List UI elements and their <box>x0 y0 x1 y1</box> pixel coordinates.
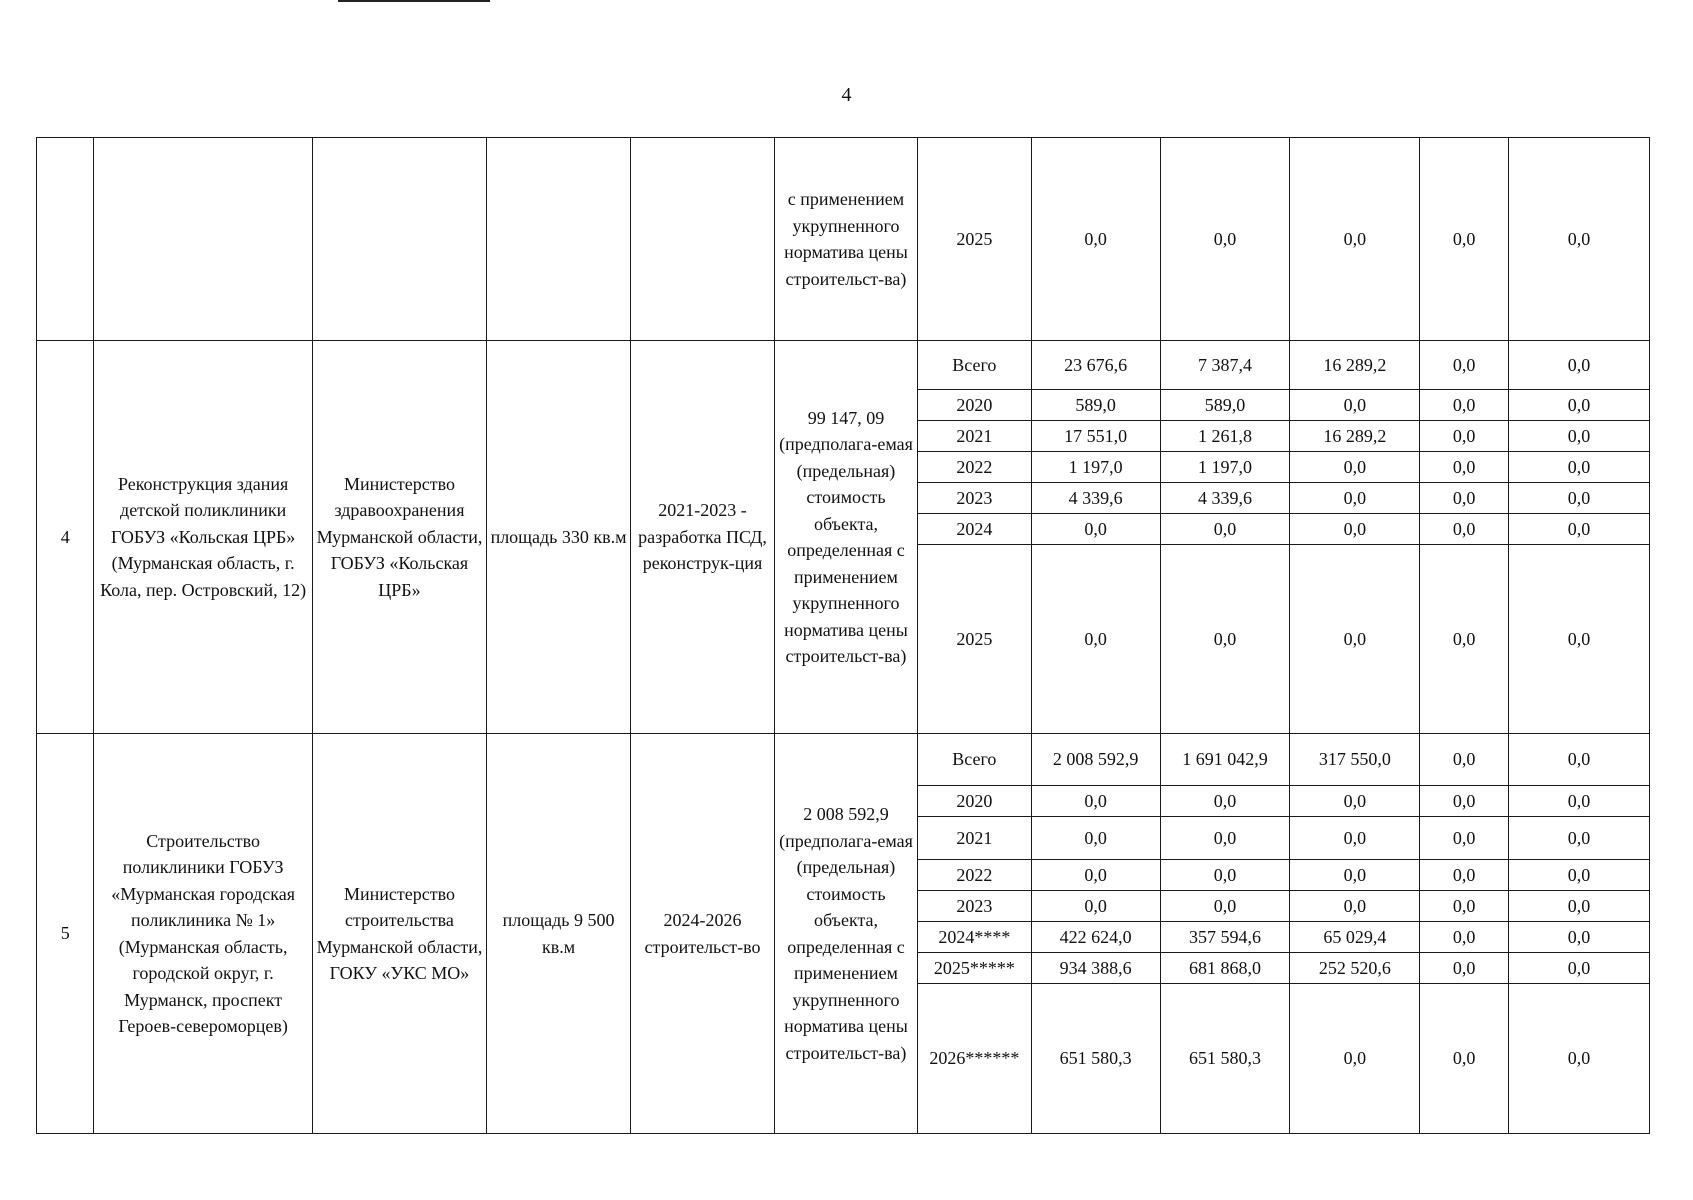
value-cell: 0,0 <box>1160 545 1290 734</box>
value-cell: 651 580,3 <box>1160 984 1290 1134</box>
object-name: Реконструкция здания детской поликлиники ГОБУЗ «Кольская ЦРБ» (Мурманская область, г. Кола, пер. Островский, 12) <box>94 341 312 734</box>
value-cell: 0,0 <box>1508 891 1649 922</box>
value-cell: 0,0 <box>1160 860 1290 891</box>
value-cell: 0,0 <box>1290 545 1420 734</box>
value-cell: 0,0 <box>1031 138 1160 341</box>
continuation-row <box>37 138 1650 341</box>
value-cell: 0,0 <box>1031 786 1160 817</box>
value-cell: 0,0 <box>1508 984 1649 1134</box>
value-cell: 0,0 <box>1420 734 1509 786</box>
value-cell: 0,0 <box>1160 138 1290 341</box>
value-cell: 0,0 <box>1290 390 1420 421</box>
value-cell: 0,0 <box>1031 860 1160 891</box>
value-cell: 0,0 <box>1420 545 1509 734</box>
value-cell: 0,0 <box>1508 514 1649 545</box>
value-cell: 0,0 <box>1160 786 1290 817</box>
value-cell: 0,0 <box>1420 138 1509 341</box>
value-cell: 0,0 <box>1290 984 1420 1134</box>
value-cell: 0,0 <box>1420 786 1509 817</box>
value-cell: 589,0 <box>1160 390 1290 421</box>
value-cell: 0,0 <box>1420 984 1509 1134</box>
value-cell: 0,0 <box>1160 891 1290 922</box>
value-cell: 17 551,0 <box>1031 421 1160 452</box>
value-cell: 4 339,6 <box>1160 483 1290 514</box>
page-number: 4 <box>841 84 852 106</box>
value-cell: 0,0 <box>1420 514 1509 545</box>
value-cell: 0,0 <box>1508 786 1649 817</box>
value-cell: 0,0 <box>1420 390 1509 421</box>
object-name: Строительство поликлиники ГОБУЗ «Мурманская городская поликлиника № 1» (Мурманская область, городской округ, г. Мурманск, проспект Героев-североморцев) <box>94 734 312 1134</box>
year-cell: 2021 <box>917 421 1031 452</box>
value-cell: 0,0 <box>1160 514 1290 545</box>
value-cell: 0,0 <box>1508 483 1649 514</box>
value-cell: 0,0 <box>1420 953 1509 984</box>
object-cost: 2 008 592,9 (предполага-емая (предельная) стоимость объекта, определенная с применением укрупненного норматива цены строительст-ва) <box>775 734 918 1134</box>
year-cell: 2023 <box>917 483 1031 514</box>
year-cell: 2020 <box>917 786 1031 817</box>
value-cell: 1 197,0 <box>1031 452 1160 483</box>
value-cell: 65 029,4 <box>1290 922 1420 953</box>
value-cell: 1 691 042,9 <box>1160 734 1290 786</box>
object-period: 2021-2023 - разработка ПСД, реконструк-ция <box>631 341 775 734</box>
object-customer: Министерство здравоохранения Мурманской области, ГОБУЗ «Кольская ЦРБ» <box>312 341 486 734</box>
value-cell: 0,0 <box>1290 786 1420 817</box>
value-cell: 0,0 <box>1420 817 1509 860</box>
value-cell: 0,0 <box>1508 922 1649 953</box>
table-row <box>37 734 1650 786</box>
cell-empty <box>312 138 486 341</box>
value-cell: 0,0 <box>1290 483 1420 514</box>
value-cell: 0,0 <box>1508 817 1649 860</box>
value-cell: 23 676,6 <box>1031 341 1160 390</box>
object-cost: 99 147, 09 (предполага-емая (предельная) стоимость объекта, определенная с применением укрупненного норматива цены строительст-ва) <box>775 341 918 734</box>
value-cell: 934 388,6 <box>1031 953 1160 984</box>
value-cell: 0,0 <box>1160 817 1290 860</box>
object-capacity: площадь 330 кв.м <box>487 341 631 734</box>
year-cell: 2024**** <box>917 922 1031 953</box>
value-cell: 1 261,8 <box>1160 421 1290 452</box>
value-cell: 0,0 <box>1508 341 1649 390</box>
cell-empty <box>37 138 94 341</box>
value-cell: 0,0 <box>1420 483 1509 514</box>
year-cell: 2024 <box>917 514 1031 545</box>
object-period: 2024-2026 строительст-во <box>631 734 775 1134</box>
year-cell: 2025 <box>917 138 1031 341</box>
value-cell: 0,0 <box>1508 953 1649 984</box>
value-cell: 0,0 <box>1290 817 1420 860</box>
object-customer: Министерство строительства Мурманской области, ГОКУ «УКС МО» <box>312 734 486 1134</box>
year-cell: 2022 <box>917 860 1031 891</box>
value-cell: 0,0 <box>1420 421 1509 452</box>
value-cell: 0,0 <box>1508 860 1649 891</box>
value-cell: 0,0 <box>1031 545 1160 734</box>
value-cell: 252 520,6 <box>1290 953 1420 984</box>
year-cell: 2022 <box>917 452 1031 483</box>
value-cell: 0,0 <box>1290 138 1420 341</box>
value-cell: 0,0 <box>1508 734 1649 786</box>
value-cell: 0,0 <box>1508 452 1649 483</box>
value-cell: 0,0 <box>1420 341 1509 390</box>
value-cell: 0,0 <box>1031 817 1160 860</box>
value-cell: 422 624,0 <box>1031 922 1160 953</box>
value-cell: 0,0 <box>1031 514 1160 545</box>
value-cell: 0,0 <box>1420 860 1509 891</box>
value-cell: 7 387,4 <box>1160 341 1290 390</box>
year-cell: 2021 <box>917 817 1031 860</box>
value-cell: 16 289,2 <box>1290 421 1420 452</box>
value-cell: 0,0 <box>1290 860 1420 891</box>
object-number: 4 <box>37 341 94 734</box>
value-cell: 0,0 <box>1290 452 1420 483</box>
value-cell: 681 868,0 <box>1160 953 1290 984</box>
value-cell: 0,0 <box>1290 514 1420 545</box>
investment-table <box>36 137 1650 1134</box>
value-cell: 0,0 <box>1508 421 1649 452</box>
value-cell: 589,0 <box>1031 390 1160 421</box>
value-cell: 0,0 <box>1508 545 1649 734</box>
year-cell: 2020 <box>917 390 1031 421</box>
value-cell: 16 289,2 <box>1290 341 1420 390</box>
year-cell: 2025***** <box>917 953 1031 984</box>
value-cell: 317 550,0 <box>1290 734 1420 786</box>
value-cell: 2 008 592,9 <box>1031 734 1160 786</box>
value-cell: 357 594,6 <box>1160 922 1290 953</box>
table-row <box>37 341 1650 390</box>
object-capacity: площадь 9 500 кв.м <box>487 734 631 1134</box>
cell-empty <box>487 138 631 341</box>
cell-empty <box>94 138 312 341</box>
value-cell: 0,0 <box>1508 138 1649 341</box>
value-cell: 0,0 <box>1420 452 1509 483</box>
value-cell: 651 580,3 <box>1031 984 1160 1134</box>
year-cell: Всего <box>917 734 1031 786</box>
object-number: 5 <box>37 734 94 1134</box>
value-cell: 0,0 <box>1031 891 1160 922</box>
year-cell: 2023 <box>917 891 1031 922</box>
value-cell: 0,0 <box>1508 390 1649 421</box>
value-cell: 0,0 <box>1420 922 1509 953</box>
cost-text: с применением укрупненного норматива цены строительст-ва) <box>775 138 918 341</box>
value-cell: 0,0 <box>1290 891 1420 922</box>
header-rule <box>338 0 490 2</box>
cell-empty <box>631 138 775 341</box>
value-cell: 0,0 <box>1420 891 1509 922</box>
year-cell: 2026****** <box>917 984 1031 1134</box>
year-cell: Всего <box>917 341 1031 390</box>
year-cell: 2025 <box>917 545 1031 734</box>
value-cell: 1 197,0 <box>1160 452 1290 483</box>
value-cell: 4 339,6 <box>1031 483 1160 514</box>
